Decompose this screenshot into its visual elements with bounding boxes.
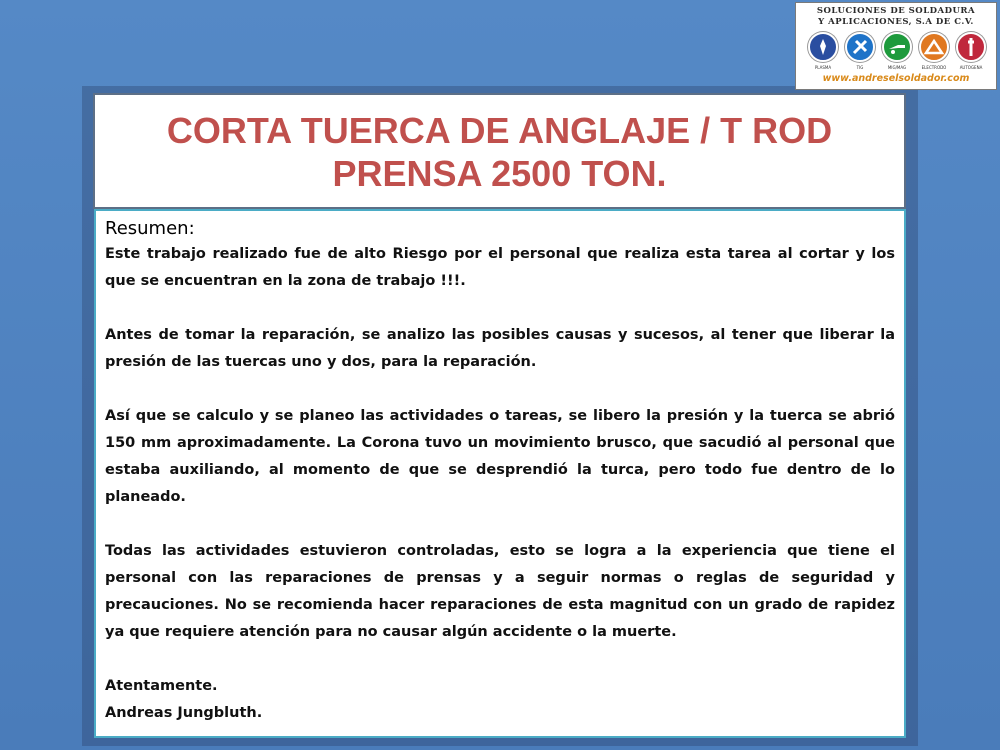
page-title <box>95 109 904 195</box>
logo-caption: ELECTRODO <box>921 65 947 70</box>
summary-paragraph-2: Antes de tomar la reparación, se analizo las posibles causas y sucesos, al tener que liberar la presión de las tuercas uno y dos, para la reparación. <box>105 327 895 370</box>
logo-caption: MIG/MAG <box>887 65 907 70</box>
logo-company-line2: Y APLICACIONES, S.A DE C.V. <box>818 17 974 27</box>
logo-caption: AUTOGENA <box>959 65 983 70</box>
summary-paragraph-3: Así que se calculo y se planeo las actividades o tareas, se libero la presión y la tuerca se abrió 150 mm aproximadamente. La Corona tuvo un movimiento brusco, que sacudió al personal que estaba auxiliando, al momento de que se desprendió la turca, pero todo fue dentro de lo planeado. <box>105 408 895 505</box>
signature-name: Andreas Jungbluth. <box>105 705 263 721</box>
logo-captions <box>806 65 990 73</box>
electrode-icon <box>919 32 949 62</box>
autogenous-icon <box>956 32 986 62</box>
title-box <box>93 93 906 209</box>
summary-paragraph-1: Este trabajo realizado fue de alto Riesgo por el personal que realiza esta tarea al cortar y los que se encuentran en la zona de trabajo !!!. <box>105 246 895 289</box>
summary-heading: Resumen: <box>105 218 195 239</box>
logo-url: www.andreselsoldador.com <box>822 73 970 84</box>
plasma-icon <box>808 32 838 62</box>
logo-icons <box>806 32 990 66</box>
logo-company-line1: SOLUCIONES DE SOLDADURA <box>816 6 976 16</box>
mig-mag-icon <box>882 32 912 62</box>
title-line-2: PRENSA 2500 TON. <box>332 153 667 194</box>
company-logo <box>795 2 997 90</box>
summary-paragraph-4: Todas las actividades estuvieron controladas, esto se logra a la experiencia que tiene el personal con las reparaciones de prensas y a seguir normas o reglas de seguridad y precauciones. No se recomienda hacer reparaciones de esta magnitud con un grado de rapidez ya que requiere atención para no causar algún accidente o la muerte. <box>105 543 895 640</box>
summary-content <box>105 217 895 727</box>
closing-text: Atentamente. <box>105 678 218 694</box>
logo-caption: PLASMA <box>814 65 832 70</box>
summary-box <box>94 209 906 738</box>
title-line-1: CORTA TUERCA DE ANGLAJE / T ROD <box>166 110 833 151</box>
logo-caption: TIG <box>856 65 864 70</box>
tig-icon <box>845 32 875 62</box>
